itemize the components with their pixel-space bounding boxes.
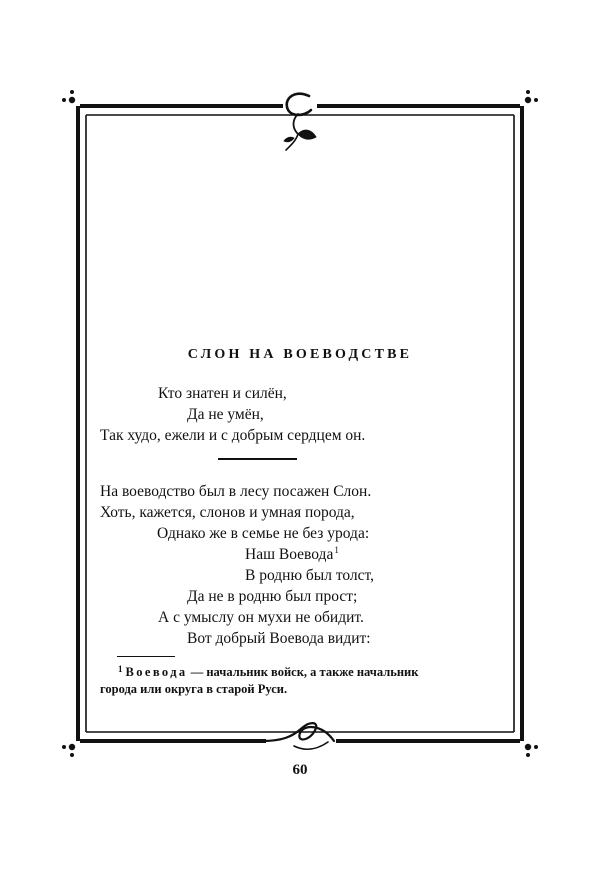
poem-line: Вот добрый Воевода видит:: [187, 630, 371, 647]
footnote-divider: [117, 656, 175, 657]
corner-ornament-bottom-left: [62, 744, 75, 757]
poem-line: Однако же в семье не без урода:: [157, 525, 370, 542]
poem-line: На воеводство был в лесу посажен Слон.: [100, 483, 372, 500]
corner-ornament-bottom-right: [525, 744, 538, 757]
epigraph-line: Да не умён,: [187, 406, 264, 423]
footnote-number: 1: [118, 664, 123, 674]
top-flourish-ornament: [283, 94, 317, 150]
epigraph-line: Так худо, ежели и с добрым сердцем он.: [100, 427, 366, 444]
poem-line-text: Наш Воевода: [245, 546, 334, 563]
corner-ornament-top-right: [525, 90, 538, 103]
poem-line: В родню был толст,: [245, 567, 375, 584]
poem-line: [245, 546, 339, 565]
footnote-term: Воевода: [125, 665, 188, 679]
corner-ornament-top-left: [62, 90, 75, 103]
footnote-line: [117, 664, 418, 682]
footnote-reference: 1: [334, 545, 339, 555]
page-number: 60: [292, 762, 308, 778]
footnote-line: города или округа в старой Руси.: [100, 682, 288, 696]
poem-title: СЛОН НА ВОЕВОДСТВЕ: [187, 347, 413, 362]
poem-line: Хоть, кажется, слонов и умная порода,: [100, 504, 355, 521]
section-divider: [218, 458, 297, 460]
epigraph-line: Кто знатен и силён,: [158, 385, 287, 402]
footnote-text: — начальник войск, а также начальник: [187, 665, 419, 679]
poem-line: А с умыслу он мухи не обидит.: [158, 609, 364, 626]
bottom-flourish-ornament: [262, 723, 336, 749]
poem-line: Да не в родню был прост;: [187, 588, 358, 605]
